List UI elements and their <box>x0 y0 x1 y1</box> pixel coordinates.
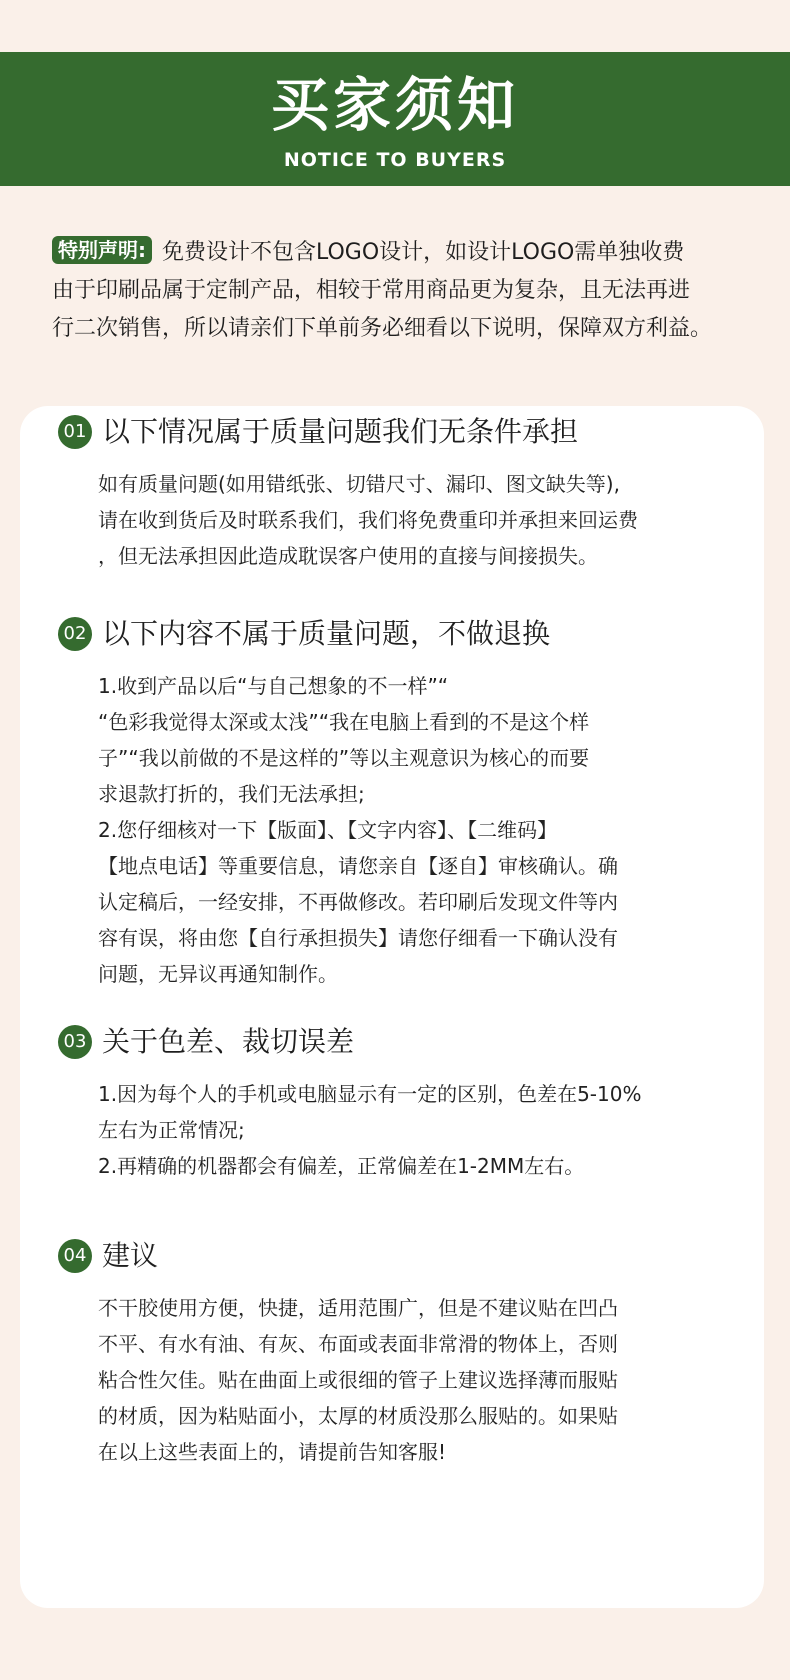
section-title: 以下内容不属于质量问题，不做退换 <box>102 617 551 650</box>
section-body <box>58 668 748 992</box>
body-line: 认定稿后，一经安排，不再做修改。若印刷后发现文件等内 <box>98 890 618 914</box>
body-line: 问题，无异议再通知制作。 <box>98 962 338 986</box>
page-subtitle: NOTICE TO BUYERS <box>283 149 507 171</box>
section-number-badge: 01 <box>58 415 92 449</box>
body-line: 1.收到产品以后“与自己想象的不一样”“ <box>98 674 449 698</box>
body-line: ，但无法承担因此造成耽误客户使用的直接与间接损失。 <box>98 544 598 568</box>
statement-badge: 特别声明: <box>52 236 152 264</box>
body-line: 子”“我以前做的不是这样的”等以主观意识为核心的而要 <box>98 746 590 770</box>
body-line: 的材质，因为粘贴面小，太厚的材质没那么服贴的。如果贴 <box>98 1404 618 1428</box>
body-line: 左右为正常情况; <box>98 1118 245 1142</box>
section-quality-issues <box>58 412 748 574</box>
section-header <box>58 614 748 654</box>
body-line: 1.因为每个人的手机或电脑显示有一定的区别，色差在5-10% <box>98 1082 642 1106</box>
body-line: 不平、有水有油、有灰、布面或表面非常滑的物体上，否则 <box>98 1332 618 1356</box>
section-number-badge: 03 <box>58 1025 92 1059</box>
body-line: “色彩我觉得太深或太浅”“我在电脑上看到的不是这个样 <box>98 710 590 734</box>
section-header <box>58 1022 748 1062</box>
section-header <box>58 1236 748 1276</box>
statement-line: 由于印刷品属于定制产品，相较于常用商品更为复杂，且无法再进 <box>52 278 691 303</box>
section-color-cutting-error <box>58 1022 748 1184</box>
statement-line: 行二次销售，所以请亲们下单前务必细看以下说明，保障双方利益。 <box>52 316 713 341</box>
body-line: 2.再精确的机器都会有偏差，正常偏差在1-2MM左右。 <box>98 1154 585 1178</box>
body-line: 粘合性欠佳。贴在曲面上或很细的管子上建议选择薄而服贴 <box>98 1368 618 1392</box>
statement-line <box>52 234 772 272</box>
section-title: 关于色差、裁切误差 <box>102 1025 355 1058</box>
section-title: 以下情况属于质量问题我们无条件承担 <box>102 415 579 448</box>
header-banner <box>0 52 790 186</box>
notice-card <box>20 406 764 1608</box>
section-body <box>58 1290 748 1470</box>
section-body <box>58 1076 748 1184</box>
section-title: 建议 <box>102 1239 159 1272</box>
section-body <box>58 466 748 574</box>
page-title: 买家须知 <box>270 71 519 139</box>
body-line: 如有质量问题(如用错纸张、切错尺寸、漏印、图文缺失等), <box>98 472 620 496</box>
body-line: 在以上这些表面上的，请提前告知客服! <box>98 1440 447 1464</box>
statement-text: 免费设计不包含LOGO设计，如设计LOGO需单独收费 <box>162 240 685 265</box>
body-line: 不干胶使用方便，快捷，适用范围广，但是不建议贴在凹凸 <box>98 1296 618 1320</box>
section-header <box>58 412 748 452</box>
body-line: 请在收到货后及时联系我们，我们将免费重印并承担来回运费 <box>98 508 638 532</box>
special-statement <box>52 234 772 348</box>
body-line: 2.您仔细核对一下【版面】、【文字内容】、【二维码】 <box>98 818 558 842</box>
body-line: 【地点电话】等重要信息，请您亲自【逐自】审核确认。确 <box>98 854 618 878</box>
section-suggestions <box>58 1236 748 1470</box>
body-line: 求退款打折的，我们无法承担; <box>98 782 365 806</box>
section-not-quality-issues <box>58 614 748 992</box>
body-line: 容有误，将由您【自行承担损失】请您仔细看一下确认没有 <box>98 926 618 950</box>
section-number-badge: 02 <box>58 617 92 651</box>
section-number-badge: 04 <box>58 1239 92 1273</box>
